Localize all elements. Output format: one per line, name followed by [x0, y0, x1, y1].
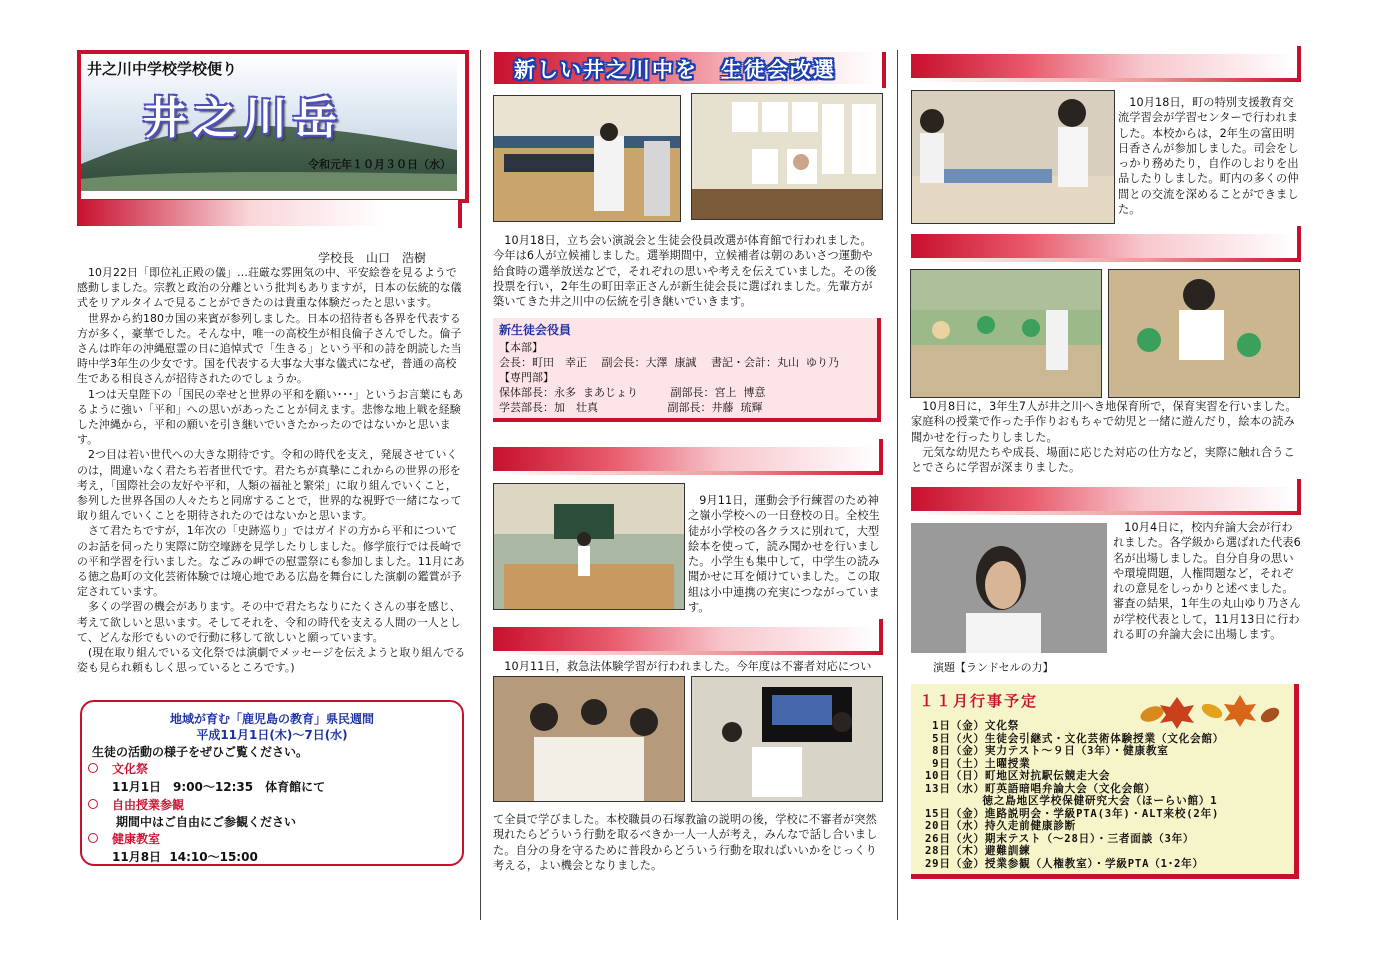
new-officers-box [493, 318, 881, 422]
event-detail: 期間中はご自由にご参観ください [116, 815, 297, 829]
emergency-header-bar [493, 627, 879, 651]
event-detail: 11月8日 14:10～15:00 [112, 850, 258, 864]
reading-header-bar [493, 447, 879, 471]
masthead-underline-bar [77, 200, 462, 226]
officers-line: 【専門部】 [499, 371, 554, 384]
event-box-dates: 平成11月1日(木)～7日(水) [196, 728, 348, 742]
schedule-item: 29日（金）授業参観（人権教室）・学級PTA（1･2年） [925, 857, 1204, 870]
autumn-leaves-icon [1132, 689, 1282, 729]
principal-message [77, 265, 466, 675]
event-detail: 11月1日 9:00～12:35 体育館にて [112, 780, 326, 794]
column-divider-right [897, 50, 898, 920]
emergency-photo-students [493, 676, 685, 802]
principal-byline: 学校長 山口 浩樹 [318, 251, 427, 265]
event-name: 文化祭 [112, 762, 149, 776]
nursery-header-bar [911, 234, 1297, 258]
event-name: 自由授業参観 [112, 798, 185, 812]
exchange-photo [911, 90, 1115, 224]
column-divider-left [480, 50, 481, 920]
election-photo-gym [493, 95, 681, 222]
schedule-item: 20日（水）持久走前健康診断 [925, 820, 1077, 832]
principal-paragraph: さて君たちですが，1年次の「史跡巡り」ではガイドの方から平和についてのお話を伺ったり実際に防空壕跡を見学したりしました。修学旅行では長崎での平和学習を行いました。なごみの岬での慰霊祭にも参加しました。11月にある徳之島町の文化芸術体験では境心地である広島を舞台にした演劇の鑑賞が予定されています。 [77, 524, 465, 599]
officers-line: 学芸部長：加 壮真 副部長：井藤 琉輝 [499, 401, 763, 414]
speech-header-bar [911, 487, 1297, 511]
speech-caption: 演題【ランドセルの力】 [933, 661, 1054, 674]
schedule-item: 8日（金）実力テスト～９日（3年）・健康教室 [925, 745, 1169, 757]
principal-paragraph: 多くの学習の機会があります。その中で君たちなりにたくさんの事を感じ、考えて欲しいと思います。そしてそれを、令和の時代を支える人間の一人として、どんな形でもいので行動に移して欲しいと願っています。 [77, 600, 461, 644]
officers-line: 【本部】 [499, 341, 543, 354]
principal-paragraph: (現在取り組んでいる文化祭では演劇でメッセージを伝えようと取り組んでる姿も見られ頼もしく思っているところです。) [77, 646, 466, 675]
schedule-item: 26日（火）期末テスト（～28日）・三者面談（3年） [925, 832, 1195, 845]
officers-line: 保体部長：永多 まあじょり 副部長：宮上 博意 [499, 386, 766, 399]
speech-photo [911, 523, 1107, 653]
principal-paragraph: 世界から約180カ国の来賓が参列しました。日本の招待者も各界を代表する方が多く，豪華でした。そんな中，唯一の高校生が相良倫子さんでした。倫子さんは昨年の沖縄慰霊の日に追悼式で「生きる」という平和の詩を朗読した当時中学3年生の少女です。国を代表する大事な大事な儀式になぜ，普通の高校生である相良さんが招待されたのでしょうか。 [77, 311, 462, 386]
circle-bullet-icon [88, 833, 98, 843]
schedule-item: 5日（火）生徒会引継式・文化芸術体験授業（文化会館） [925, 732, 1225, 745]
circle-bullet-icon [88, 763, 98, 773]
exchange-article: 10月18日，町の特別支援教育交流学習会が学習センターで行われました。本校からは，2年生の富田明日香さんが参加しました。司会をしっかり務めたり，自作のしおりを出品したりしました。町内の多くの仲間との交流を深めることができました。 [1118, 96, 1299, 217]
reading-article: 9月11日，運動会予行練習のため神之嶺小学校への一日登校の日。全校生徒が小学校の各クラスに別れて，大型絵本を使って，読み聞かせを行いました。小学生も集中して，中学生の読み聞かせに耳を傾けていました。この取組は小中連携の充実につながっています。 [688, 494, 880, 615]
schedule-item: 10日（日）町地区対抗駅伝競走大会 [925, 770, 1111, 782]
masthead-subtitle: 井之川中学校学校便り [87, 60, 238, 78]
masthead-title: 井之川岳 [143, 93, 343, 144]
issue-date: 令和元年１０月３０日（水） [308, 158, 451, 171]
schedule-item: 1日（金）文化祭 [925, 720, 1020, 732]
emergency-article-top: 10月11日，救急法体験学習が行われました。今年度は不審者対応につい [493, 660, 872, 673]
event-box-intro: 生徒の活動の様子をぜひご覧ください。 [92, 745, 309, 759]
nursery-photo-playground [910, 269, 1102, 398]
reading-photo [493, 483, 685, 610]
principal-paragraph: 10月22日「即位礼正殿の儀」…荘厳な雰囲気の中、平安絵巻を見るようで感動しました。宗教と政治の分離という批判もありますが，日本の伝統的な儀式をリアルタイムで見ることができたのは貴重な体験だったと思います。 [77, 266, 462, 310]
election-heading: 新しい井之川中を 生徒会改選 [514, 58, 836, 82]
speech-article: 10月4日に，校内弁論大会が行われました。各学級から選ばれた代表6名が出場しました。自分自身の思いや環境問題，人権問題など，それぞれの意見をしっかりと述べました。審査の結果，1年生の丸山ゆり乃さんが学校代表として，11月13日に行われる町の弁論大会に出場します。 [1113, 521, 1301, 642]
masthead [77, 50, 469, 203]
schedule-title: １１月行事予定 [919, 692, 1039, 710]
schedule-item: 13日（水）町英語暗唱弁論大会（文化会館） [925, 782, 1156, 795]
officers-title: 新生徒会役員 [499, 323, 572, 337]
election-header-bar [494, 52, 882, 84]
election-article: 10月18日，立ち会い演説会と生徒会役員改選が体育館で行われました。今年は6人が立候補しました。選挙期間中，立候補者は朝のあいさつ運動や給食時の選挙放送などで，それぞれの思いや考えを伝えていました。その後投票を行い，2年生の町田幸正さんが新生徒会長に選ばれました。先輩方が築いてきた井之川中の伝統を引き継いでいきます。 [493, 234, 877, 309]
event-box-heading: 地域が育む「鹿児島の教育」県民週間 [169, 712, 374, 726]
emergency-article-bottom: て全員で学びました。本校職員の石塚教諭の説明の後，学校に不審者が突然現れたらどういう行動を取るべきか一人一人が考え，みんなで話し合いました。自分の身を守るために普段からどういう行動を取ればいいかをじっくり考える，よい機会となりました。 [493, 813, 878, 872]
officers-line: 会長：町田 幸正 副会長：大澤 康誠 書記・会計：丸山 ゆり乃 [499, 356, 839, 369]
education-week-box [80, 700, 464, 866]
november-schedule-box [911, 684, 1299, 879]
exchange-header-bar [911, 54, 1297, 78]
principal-paragraph: 1つは天皇陛下の「国民の幸せと世界の平和を願い･･･」というお言葉にもあるように強い「平和」への思いがあったことが伺えます。悲惨な地上戦を経験した沖縄から，平和の願いを引き継いでいきたかったのではないかと思います。 [77, 387, 464, 447]
election-photo-posters [691, 93, 883, 220]
nursery-photo-sandbox [1108, 269, 1300, 398]
schedule-item: 15日（金）進路説明会・学級PTA(3年)・ALT来校(2年) [925, 807, 1220, 820]
event-name: 健康教室 [112, 832, 161, 846]
nursery-article: 10月8日に，3年生7人が井之川へき地保育所で，保育実習を行いました。家庭科の授業で作った手作りおもちゃで幼児と一緒に遊んだり，絵本の読み聞かせを行ったりしました。 元気な幼児たちや成長、場面に応じた対応の仕方など，実際に触れ合うことでさらに学習が深まりました。 [911, 400, 1297, 475]
circle-bullet-icon [88, 799, 98, 809]
schedule-item: 28日（木）避難訓練 [925, 845, 1031, 857]
schedule-item: 9日（土）土曜授業 [925, 757, 1031, 770]
principal-paragraph: 2つ目は若い世代への大きな期待です。令和の時代を支え，発展させていくのは，間違いなく君たち若者世代です。君たちが真摯にこれからの世界の形を考え，「国際社会の友好や平和，人類の福祉と繁栄」に取り組んでいくこと，参列した世界各国の人々たちと同席することで，世界的な視野で一緒になって取り組んでいくことを期待されたのではないかと思います。 [77, 448, 462, 523]
schedule-item: 徳之島地区学校保健研究大会（ほーらい館）1 [925, 795, 1218, 807]
emergency-photo-presentation [691, 676, 883, 802]
